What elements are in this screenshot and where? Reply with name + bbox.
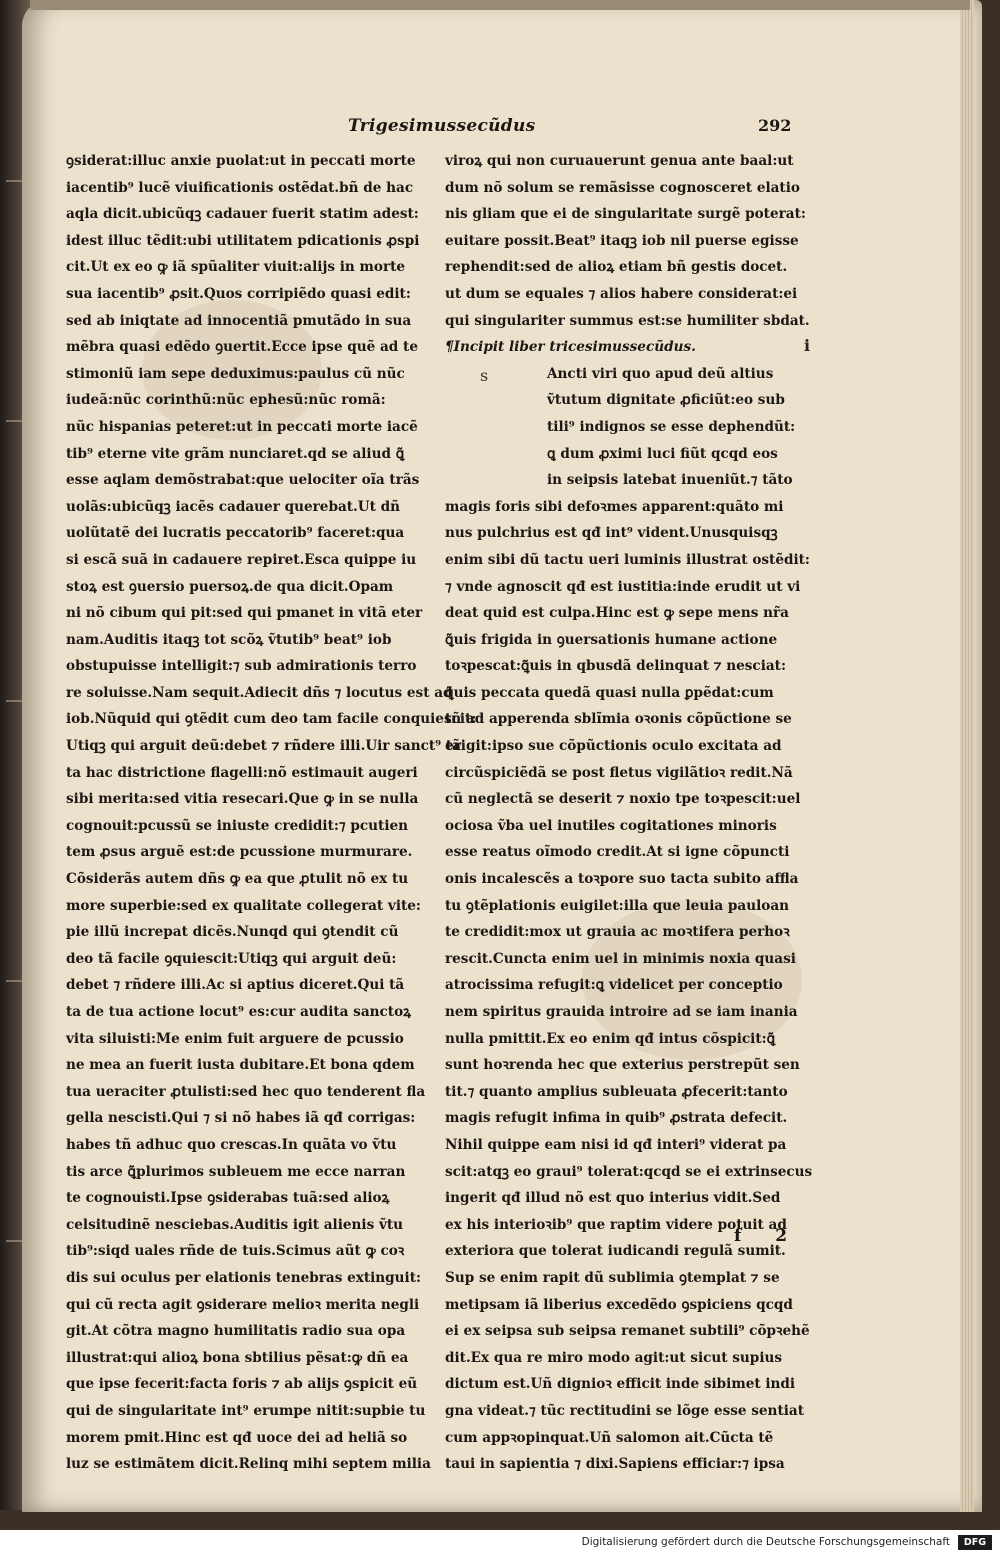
text-line: qui singulariter summus est:se humiliter sbdat. (445, 312, 810, 329)
text-line: cũ neglectã se deserit ⁊ noxio tpe toꝛpescit:uel (445, 791, 801, 808)
top-edge-strip (30, 0, 970, 10)
margin-note: i (804, 336, 811, 355)
text-line: nem spiritus grauida introire ad se iam inania (445, 1004, 798, 1020)
text-line: tib⁹:siqd uales rñde de tuis.Scimus aũt ꝙ coꝛ (66, 1243, 405, 1260)
text-line: taui in sapientia ⁊ dixi.Sapiens efficiar:⁊ ipsa (445, 1456, 785, 1473)
text-line: que ipse fecerit:facta foris ⁊ ab alijs ꝯspicit eũ (66, 1376, 418, 1393)
text-line: ꝗ̃uis frigida in ꝯuersationis humane actione (445, 631, 778, 648)
text-line: enim sibi dũ tactu ueri luminis illustrat ostẽdit: (445, 551, 810, 568)
text-line: stimoniũ iam sepe deduximus:paulus cũ nũc (66, 365, 405, 382)
text-line: magis refugit infima in quib⁹ ꝓstrata defecit. (445, 1110, 788, 1127)
text-line: idest illuc tẽdit:ubi utilitatem pdicationis ꝓspi (66, 232, 420, 249)
text-line: te cognouisti.Ipse ꝯsiderabas tuã:sed alioꝝ (66, 1190, 390, 1207)
text-line: ne mea an fuerit iusta dubitare.Et bona qdem (66, 1057, 415, 1074)
text-line: luz se estimãtem dicit.Relinq mihi septem milia (66, 1456, 431, 1473)
initial-guide-letter: s (480, 366, 489, 385)
text-line: metipsam iã liberius excedẽdo ꝯspiciens qcqd (445, 1296, 793, 1313)
text-line: qui de singularitate int⁹ erumpe nitit:supbie tu (66, 1402, 426, 1419)
text-line: tem ꝓsus arguẽ est:de pcussione murmurare. (66, 844, 413, 861)
text-line: sua iacentib⁹ ꝓsit.Quos corripiẽdo quasi edit: (66, 285, 411, 302)
text-line: cognouit:pcussũ se iniuste credidit:⁊ pcutien (66, 817, 409, 834)
text-line: Nihil quippe eam nisi id qđ interi⁹ viderat pa (445, 1136, 787, 1153)
text-line: erigit:ipso sue cõpũctionis oculo excitata ad (445, 738, 782, 755)
text-line: rephendit:sed de alioꝝ etiam bñ gestis docet. (445, 259, 788, 276)
text-column-left (66, 148, 477, 1478)
text-line: ta hac districtione flagelli:nõ estimauit augeri (66, 764, 418, 781)
text-line: stoꝝ est ꝯuersio puersoꝝ.de qua dicit.Opam (66, 578, 394, 595)
text-line: ꝗ dum ꝓximi luci fiũt qcqd eos (547, 445, 778, 462)
text-line: ꝯsiderat:illuc anxie puolat:ut in peccati morte (66, 153, 416, 169)
text-line: git.At cõtra magno humilitatis radio sua opa (66, 1323, 406, 1340)
text-line: ex his interioꝛib⁹ que raptim videre potuit ad (445, 1216, 787, 1233)
text-line: te credidit:mox ut grauia ac moꝛtifera perhoꝛ (445, 924, 790, 941)
text-line: celsitudinẽ nesciebas.Auditis igit alienis ṽtu (66, 1216, 404, 1233)
text-line: Sup se enim rapit dũ sublimia ꝯtemplat ⁊ se (445, 1269, 780, 1286)
text-line: debet ⁊ rñdere illi.Ac si aptius diceret.Qui tã (66, 977, 405, 994)
footer-credit: Digitalisierung gefördert durch die Deutsche Forschungsgemeinschaft (581, 1536, 950, 1548)
text-line: onis incalescẽs a toꝛpore suo tacta subito affla (445, 871, 799, 888)
text-line: nũc hispanias peteret:ut in peccati morte iacẽ (66, 418, 418, 435)
text-line: iob.Nũquid qui ꝯtẽdit cum deo tam facile conquiescit: (66, 711, 477, 728)
page-fore-edge (960, 0, 974, 1512)
text-line: ni nõ cibum qui pit:sed qui pmanet in vitã eter (66, 605, 423, 622)
text-line: tib⁹ eterne vite grãm nunciaret.qd se aliud ꝗ̃ (66, 445, 405, 462)
text-line: esse aqlam demõstrabat:que uelociter oĩa trãs (66, 472, 420, 489)
text-line: deat quid est culpa.Hinc est ꝙ sepe mens nr̃a (445, 605, 789, 622)
text-line: rescit.Cuncta enim uel in minimis noxia quasi (445, 950, 796, 967)
running-title: Trigesimussecũdus (348, 116, 536, 136)
text-line: dis sui oculus per elationis tenebras extinguit: (66, 1269, 422, 1286)
text-line: ociosa ṽba uel inutiles cogitationes minoris (445, 817, 777, 834)
text-line: tu ꝯtẽplationis euigilet:illa que leuia pauloan (445, 897, 790, 914)
text-line: ṽtutum dignitate ꝓficiũt:eo sub (547, 392, 785, 409)
text-line: tit.⁊ quanto amplius subleuata ꝓfecerit:tanto (445, 1083, 788, 1100)
text-line: uolũtatẽ dei lucratis peccatorib⁹ faceret:qua (66, 525, 405, 542)
text-line: dum nõ solum se remãsisse cognosceret elatio (445, 179, 800, 196)
text-line: dit.Ex qua re miro modo agit:ut sicut supius (445, 1349, 783, 1366)
text-line: morem pmit.Hinc est qđ uoce dei ad heliã so (66, 1429, 408, 1446)
text-line: scit:atqꝫ eo graui⁹ tolerat:qcqd se ei extrinsecus (445, 1163, 813, 1180)
text-line: sed ab iniqtate ad innocentiã pmutãdo in sua (66, 312, 412, 329)
text-line: iacentib⁹ lucẽ viuificationis ostẽdat.bñ de hac (66, 179, 414, 196)
text-line: Ancti viri quo apud deũ altius (547, 365, 774, 382)
text-line: tua ueraciter ꝓtulisti:sed hec quo tenderent fla (66, 1083, 426, 1100)
footer-bar (0, 1530, 1000, 1556)
text-line: ingerit qđ illud nõ est quo interius vidit.Sed (445, 1190, 781, 1207)
text-line: toꝛpescat:ꝗ̃uis in qbusdã delinquat ⁊ nesciat: (445, 658, 786, 675)
text-line: mẽbra quasi edẽdo ꝯuertit.Ecce ipse quẽ ad te (66, 339, 418, 356)
dfg-logo: DFG (958, 1535, 992, 1550)
text-line: qui cũ recta agit ꝯsiderare melioꝛ merita negli (66, 1296, 420, 1313)
text-line: cit.Ut ex eo ꝙ iã spũaliter viuit:alijs in morte (66, 259, 406, 276)
text-line: tis arce ꝗ̃plurimos subleuem me ecce narran (66, 1163, 406, 1180)
text-line: viroꝝ qui non curuauerunt genua ante baal:ut (445, 153, 794, 169)
text-line: illustrat:qui alioꝝ bona sbtilius pẽsat:ꝙ dñ ea (66, 1349, 409, 1366)
text-line: aqla dicit.ubicũqꝫ cadauer fuerit statim adest: (66, 206, 419, 223)
text-line: more superbie:sed ex qualitate collegerat vite: (66, 897, 421, 914)
text-line: ei ex seipsa sub seipsa remanet subtili⁹ cõpꝛehẽ (445, 1323, 810, 1340)
text-line: ta de tua actione locut⁹ es:cur audita sanctoꝝ (66, 1004, 412, 1020)
text-line: Cõsiderãs autem dñs ꝙ ea que ꝓtulit nõ ex tu (66, 871, 409, 888)
signature-mark: f 2 (734, 1226, 802, 1246)
text-line: nis gliam que ei de singularitate surgẽ poterat: (445, 206, 806, 223)
text-line: gella nescisti.Qui ⁊ si nõ habes iã qđ corrigas: (66, 1110, 416, 1127)
text-line: ⁊ vnde agnoscit qđ est iustitia:inde erudit ut vi (445, 578, 801, 595)
text-line: nam.Auditis itaqꝫ tot scõꝝ ṽtutib⁹ beat⁹ iob (66, 631, 392, 648)
initial-letter-space (474, 336, 548, 410)
text-line: ꝗ̃uis peccata quedã quasi nulla ꝑpẽdat:cum (445, 684, 774, 701)
text-line: in seipsis latebat inueniũt.⁊ tãto (547, 472, 793, 489)
text-line: iudeã:nũc corinthũ:nũc ephesũ:nũc romã: (66, 392, 386, 409)
text-line: uolãs:ubicũqꝫ iacẽs cadauer querebat.Ut dñ (66, 498, 401, 515)
text-line: deo tã facile ꝯquiescit:Utiqꝫ qui arguit deũ: (66, 950, 397, 967)
text-line: obstupuisse intelligit:⁊ sub admirationis terro (66, 658, 417, 675)
text-line: nus pulchrius est qđ int⁹ vident.Unusquisqꝫ (445, 525, 778, 542)
folio-number: 292 (758, 116, 792, 135)
text-line: esse reatus oĩmodo credit.At si igne cõpuncti (445, 844, 790, 861)
text-line: pie illũ increpat dicẽs.Nunqd qui ꝯtendit cũ (66, 924, 399, 941)
text-line: magis foris sibi defoꝛmes apparent:quãto mi (445, 498, 784, 515)
text-line: cum appꝛopinquat.Uñ salomon ait.Cũcta tẽ (445, 1429, 774, 1446)
text-line: habes tñ adhuc quo crescas.In quãta vo ṽtu (66, 1136, 397, 1153)
text-line: si escã suã in cadauere repiret.Esca quippe iu (66, 551, 417, 568)
text-line: ut dum se equales ⁊ alios habere considerat:ei (445, 285, 798, 302)
text-line: Utiqꝫ qui arguit deũ:debet ⁊ rñdere illi.Uir sanct⁹ tã (66, 738, 461, 755)
text-line: euitare possit.Beat⁹ itaqꝫ iob nil puerse egisse (445, 232, 799, 249)
text-line: sunt hoꝛrenda hec que exterius perstrepũt sen (445, 1057, 800, 1074)
text-line: atrocissima refugit:ꝗ videlicet per conceptio (445, 977, 783, 994)
text-line: ¶Incipit liber tricesimussecũdus. (445, 339, 696, 356)
text-line: tili⁹ indignos se esse dephendũt: (547, 418, 796, 435)
text-line: dictum est.Uñ dignioꝛ efficit inde sibimet indi (445, 1376, 796, 1393)
text-line: gna videat.⁊ tũc rectitudini se lõge esse sentiat (445, 1402, 804, 1419)
text-line: exteriora que tolerat iudicandi regulã sumit. (445, 1243, 786, 1260)
text-line: sibi merita:sed vitia resecari.Que ꝙ in se nulla (66, 791, 419, 808)
text-line: nulla pmittit.Ex eo enim qđ intus cõspicit:ꝗ̃ (445, 1030, 776, 1047)
text-line: re soluisse.Nam sequit.Adiecit dñs ⁊ locutus est ad (66, 684, 453, 701)
text-line: tñ ad apperenda sblĩmia oꝛonis cõpũctione se (445, 711, 792, 728)
text-line: circũspiciẽdã se post fletus vigilãtioꝛ redit.Nã (445, 764, 793, 781)
text-line: vita siluisti:Me enim fuit arguere de pcussio (66, 1030, 404, 1047)
